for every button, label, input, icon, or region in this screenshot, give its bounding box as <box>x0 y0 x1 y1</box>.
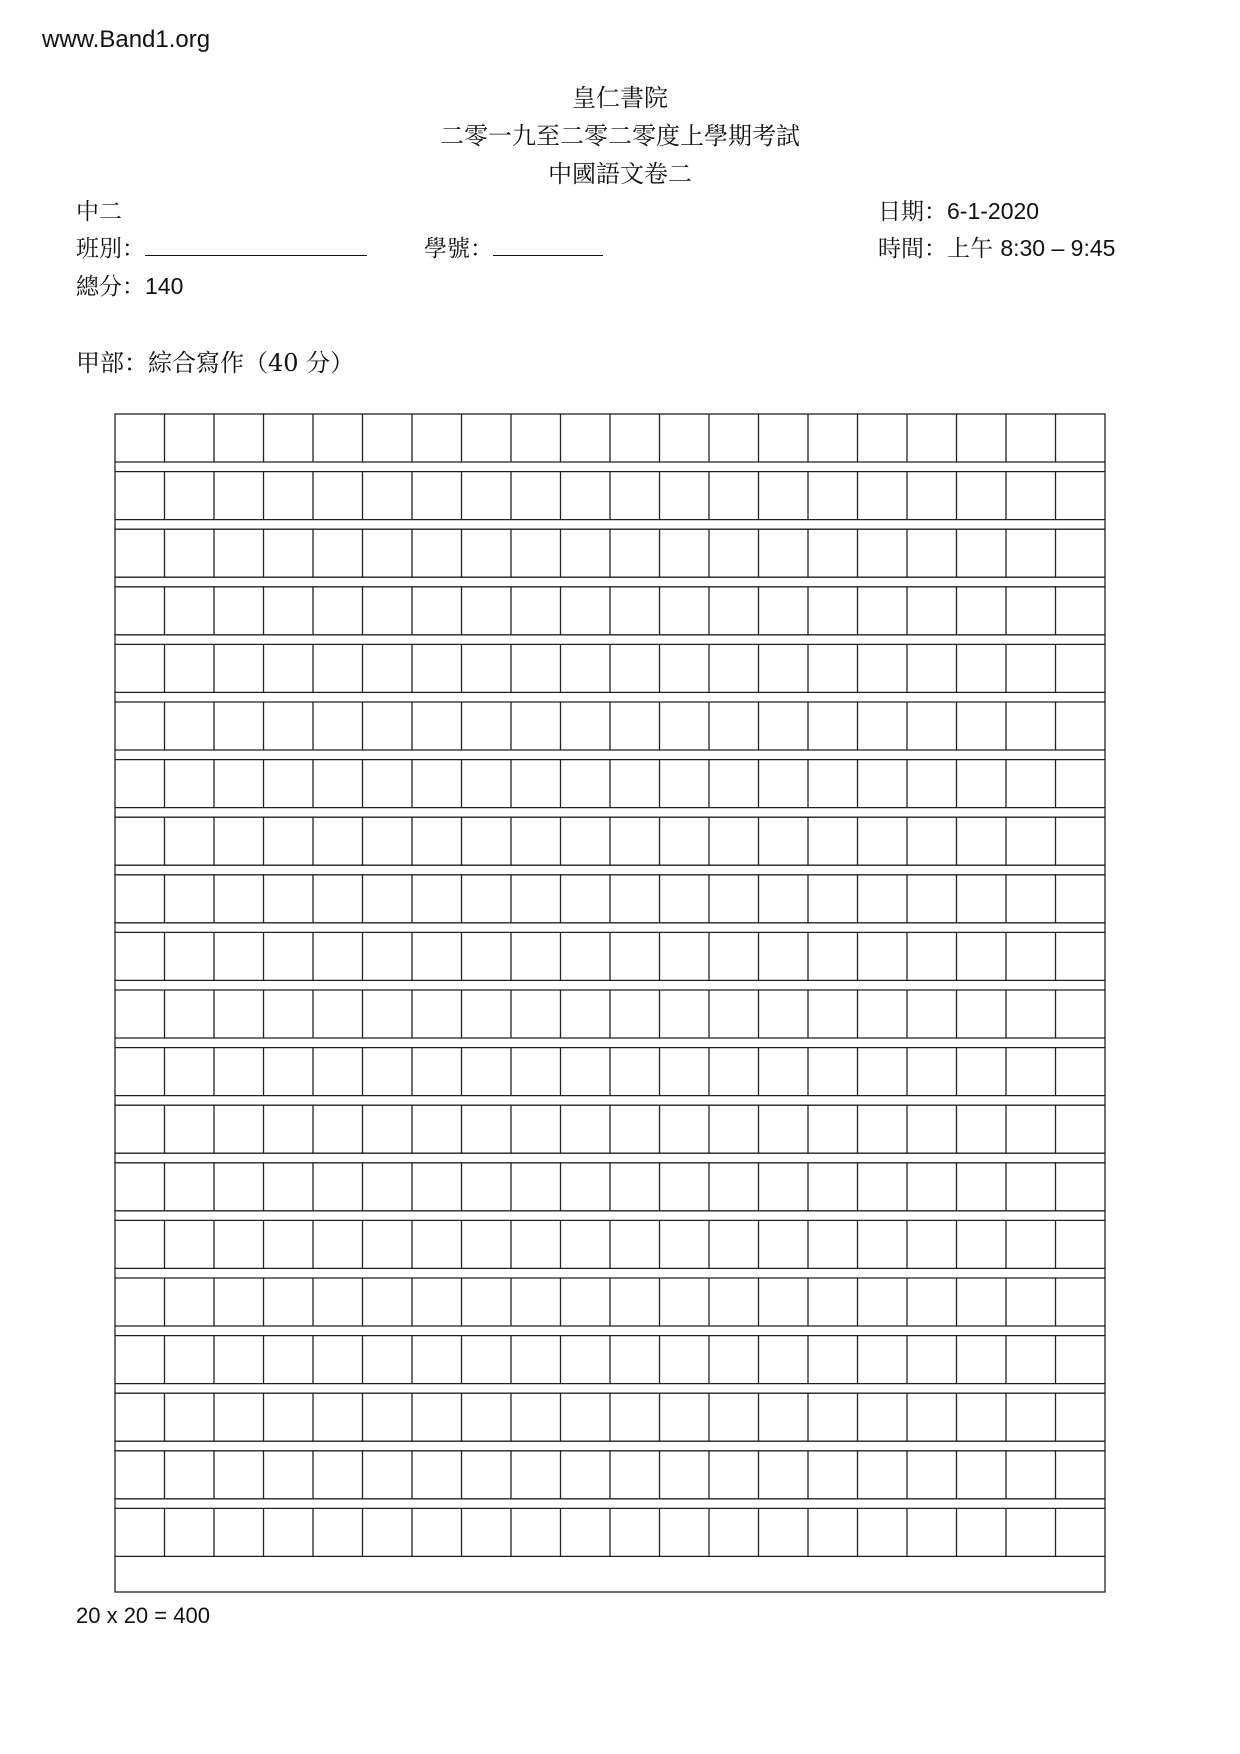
grid-row[interactable] <box>165 932 1056 980</box>
grid-row[interactable] <box>165 529 1056 577</box>
total-value: 140 <box>145 273 184 299</box>
total-score <box>76 268 183 301</box>
grid-row[interactable] <box>165 1220 1056 1268</box>
grid-row[interactable] <box>165 1163 1056 1211</box>
writing-grid[interactable] <box>114 413 1106 1595</box>
date-value: 6-1-2020 <box>947 198 1040 224</box>
grid-row[interactable] <box>165 817 1056 865</box>
date-field <box>878 193 1039 226</box>
section-title: 甲部：綜合寫作（40 分） <box>76 349 355 377</box>
student-no-label: 學號： <box>424 236 493 262</box>
class-blank[interactable] <box>145 233 367 256</box>
grid-row[interactable] <box>165 760 1056 808</box>
time-field <box>878 230 1115 263</box>
grid-row[interactable] <box>165 875 1056 923</box>
time-label: 時間：上午 <box>878 236 993 262</box>
grid-row[interactable] <box>165 644 1056 692</box>
grid-row[interactable] <box>165 1393 1056 1441</box>
grid-row[interactable] <box>165 990 1056 1038</box>
grid-row[interactable] <box>165 472 1056 520</box>
total-label: 總分： <box>76 274 145 300</box>
time-value: 8:30 – 9:45 <box>1000 235 1116 261</box>
date-label: 日期： <box>878 199 947 225</box>
grid-row[interactable] <box>165 587 1056 635</box>
grid-row[interactable] <box>165 1508 1056 1556</box>
watermark: www.Band1.org <box>42 26 211 53</box>
grid-row[interactable] <box>165 414 1056 462</box>
grid-row[interactable] <box>165 1451 1056 1499</box>
class-label: 班別： <box>76 236 145 262</box>
grid-row[interactable] <box>165 1105 1056 1153</box>
school-name: 皇仁書院 <box>572 84 668 112</box>
exam-title: 二零一九至二零二零度上學期考試 <box>440 122 800 150</box>
student-no-blank[interactable] <box>493 233 603 256</box>
class-field <box>76 230 367 263</box>
grid-row[interactable] <box>165 1048 1056 1096</box>
form-label: 中二 <box>76 199 122 225</box>
grid-count: 20 x 20 = 400 <box>76 1603 210 1628</box>
grid-row[interactable] <box>165 702 1056 750</box>
grid-row[interactable] <box>165 1336 1056 1384</box>
grid-row[interactable] <box>165 1278 1056 1326</box>
paper-title: 中國語文卷二 <box>548 160 692 188</box>
student-no-field <box>424 230 603 263</box>
